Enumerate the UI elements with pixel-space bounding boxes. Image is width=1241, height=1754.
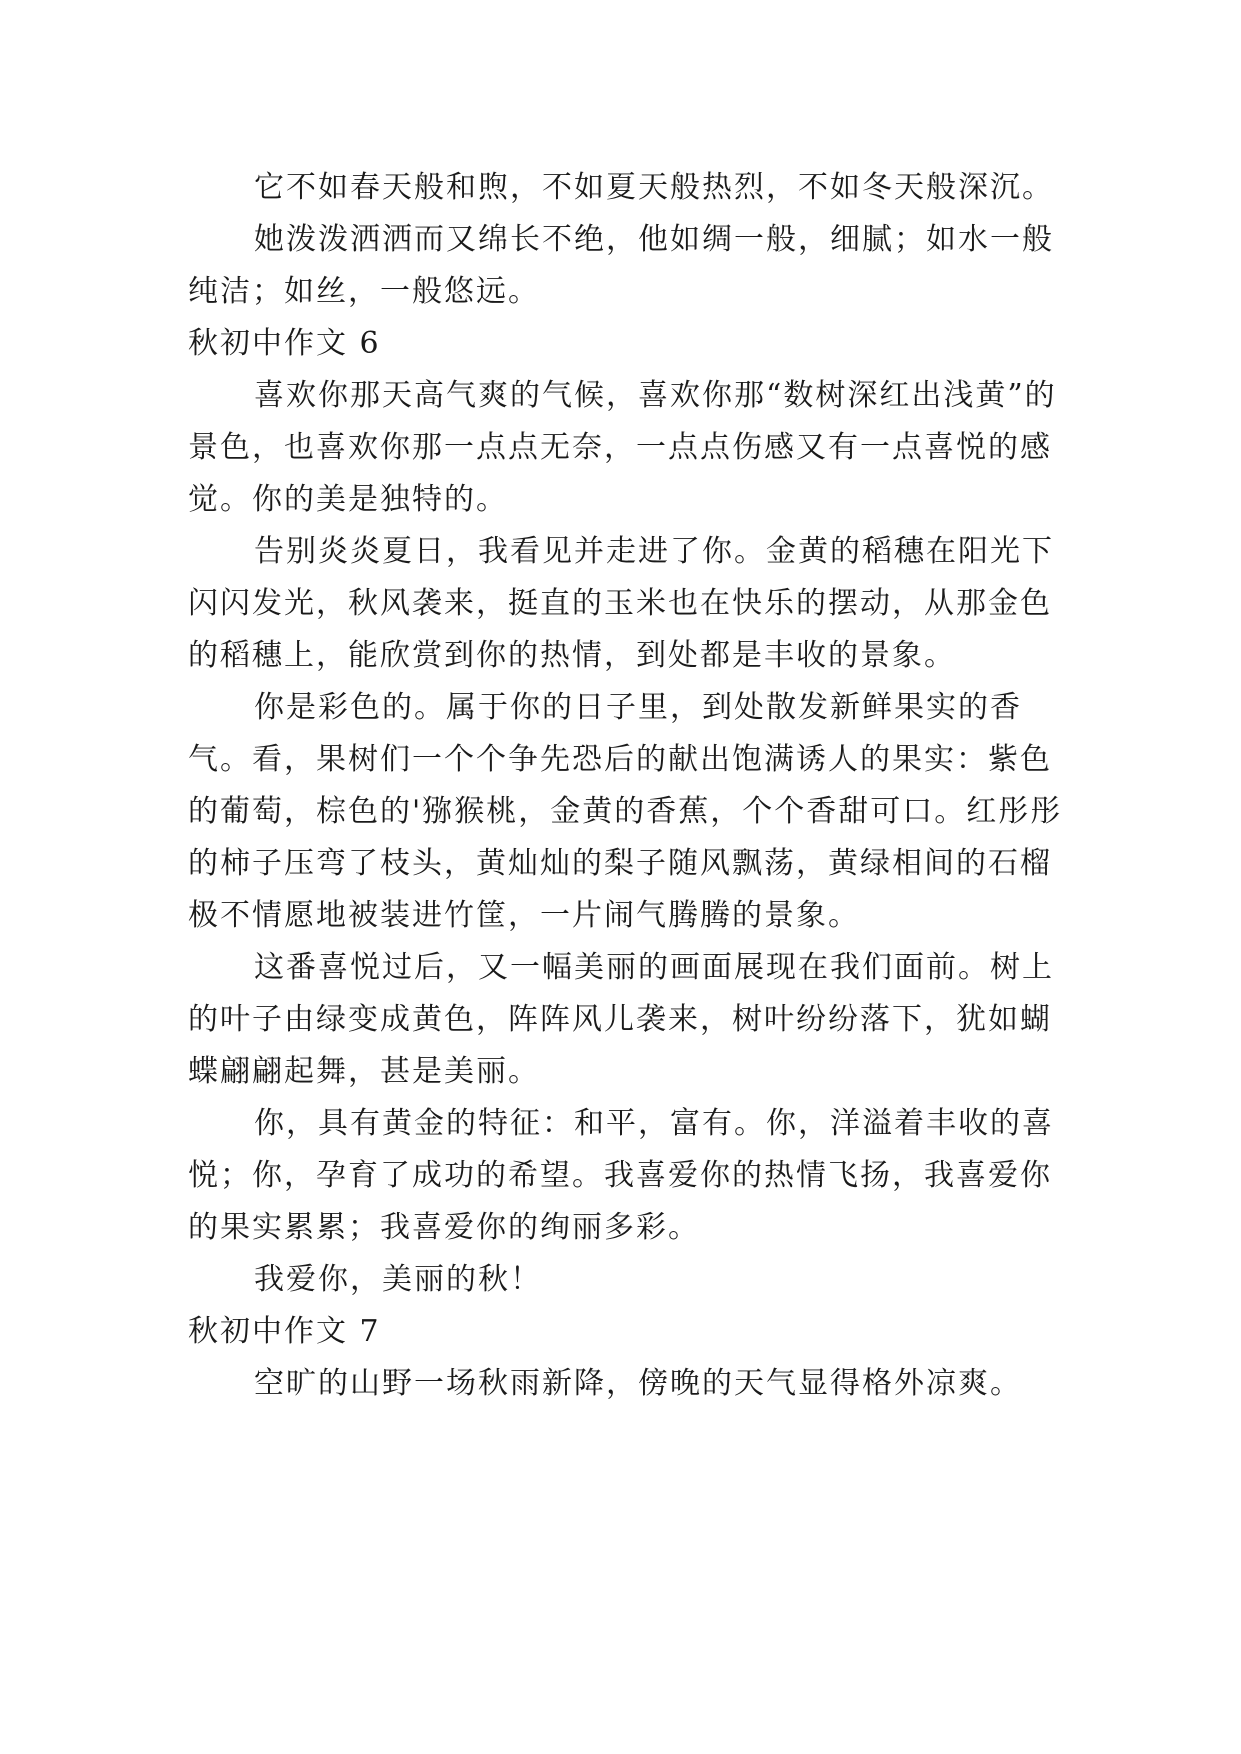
paragraph-8: 我爱你，美丽的秋！	[254, 1262, 542, 1297]
paragraph-9: 空旷的山野一场秋雨新降，傍晚的天气显得格外凉爽。	[254, 1366, 1022, 1401]
paragraph-3: 喜欢你那天高气爽的气候，喜欢你那“数树深红出浅黄”的景色，也喜欢你那一点点无奈，一点点伤感又有一点喜悦的感觉。你的美是独特的。	[188, 378, 1057, 517]
section-heading-6: 秋初中作文 6	[188, 326, 381, 361]
paragraph-2: 她泼泼洒洒而又绵长不绝，他如绸一般，细腻；如水一般纯洁；如丝，一般悠远。	[188, 222, 1054, 309]
paragraph-7: 你，具有黄金的特征：和平，富有。你，洋溢着丰收的喜悦；你，孕育了成功的希望。我喜爱你的热情飞扬，我喜爱你的果实累累；我喜爱你的绚丽多彩。	[188, 1106, 1054, 1245]
paragraph-5: 你是彩色的。属于你的日子里，到处散发新鲜果实的香气。看，果树们一个个争先恐后的献出饱满诱人的果实：紫色的葡萄，棕色的'猕猴桃，金黄的香蕉，个个香甜可口。红彤彤的柿子压弯了枝头，黄灿灿的梨子随风飘荡，黄绿相间的石榴极不情愿地被装进竹筐，一片闹气腾腾的景象。	[188, 690, 1063, 933]
section-heading-7: 秋初中作文 7	[188, 1314, 381, 1349]
paragraph-6: 这番喜悦过后，又一幅美丽的画面展现在我们面前。树上的叶子由绿变成黄色，阵阵风儿袭来，树叶纷纷落下，犹如蝴蝶翩翩起舞，甚是美丽。	[188, 950, 1054, 1089]
paragraph-4: 告别炎炎夏日，我看见并走进了你。金黄的稻穗在阳光下闪闪发光，秋风袭来，挺直的玉米也在快乐的摆动，从那金色的稻穗上，能欣赏到你的热情，到处都是丰收的景象。	[188, 534, 1054, 673]
document-body	[188, 162, 1068, 1410]
paragraph-1: 它不如春天般和煦，不如夏天般热烈，不如冬天般深沉。	[254, 170, 1054, 205]
